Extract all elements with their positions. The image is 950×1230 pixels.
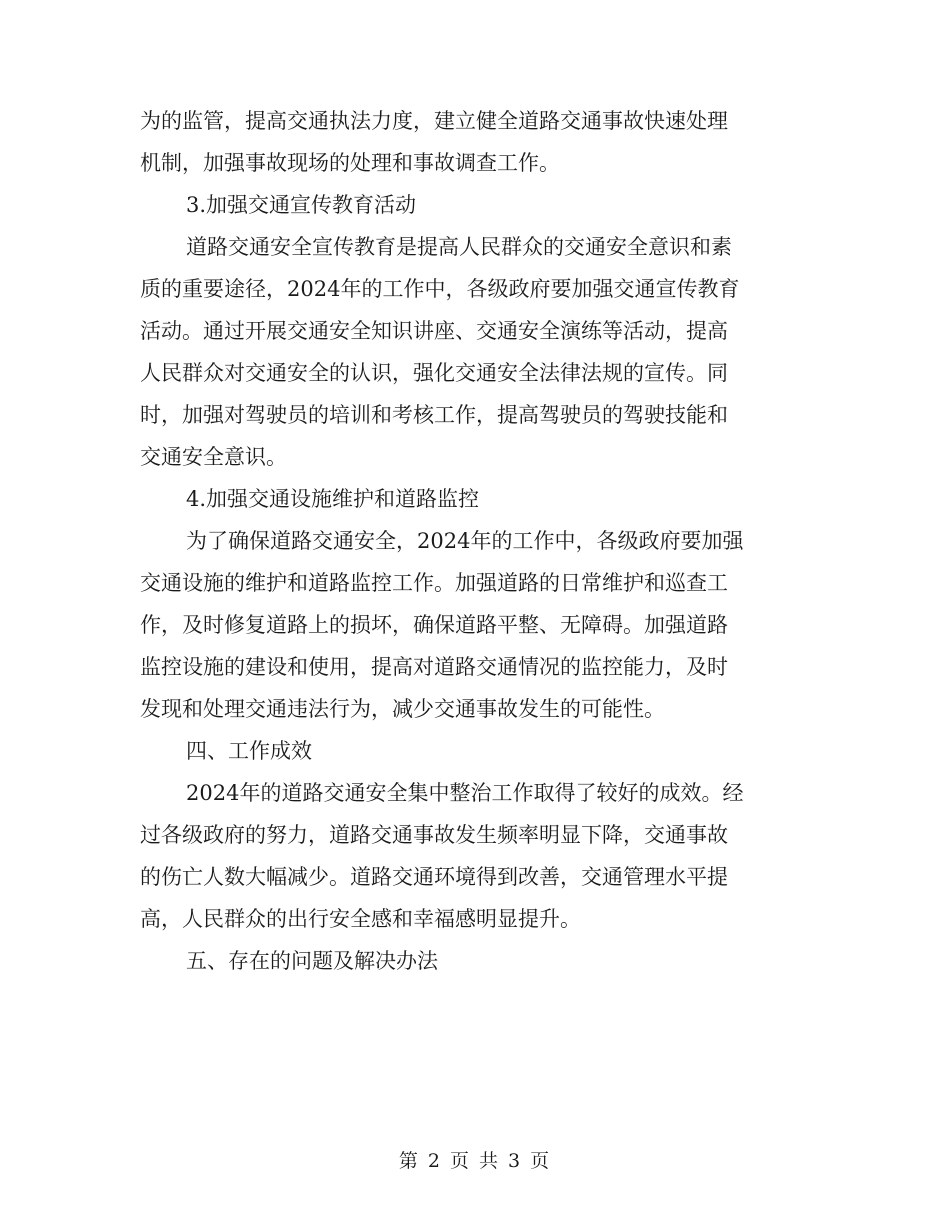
paragraph-line: 人民群众对交通安全的认识，强化交通安全法律法规的宣传。同 [140,361,728,385]
section-heading: 3.加强交通宣传教育活动 [186,193,417,217]
paragraph-line: 2024年的道路交通安全集中整治工作取得了较好的成效。经 [186,781,744,805]
section-heading: 4.加强交通设施维护和道路监控 [186,487,480,511]
paragraph-line: 的伤亡人数大幅减少。道路交通环境得到改善，交通管理水平提 [140,865,728,889]
paragraph-line: 高，人民群众的出行安全感和幸福感明显提升。 [140,907,581,931]
page-number-footer: 第 2 页 共 3 页 [398,1150,552,1172]
paragraph-line: 道路交通安全宣传教育是提高人民群众的交通安全意识和素 [186,235,732,259]
paragraph-line: 为了确保道路交通安全，2024年的工作中，各级政府要加强 [186,529,744,553]
paragraph-line: 发现和处理交通违法行为，减少交通事故发生的可能性。 [140,697,665,721]
paragraph-line: 活动。通过开展交通安全知识讲座、交通安全演练等活动，提高 [140,319,728,343]
paragraph-line: 质的重要途径，2024年的工作中，各级政府要加强交通宣传教育 [140,277,740,301]
paragraph-line: 交通安全意识。 [140,445,287,469]
paragraph-line: 作，及时修复道路上的损坏，确保道路平整、无障碍。加强道路 [140,613,728,637]
paragraph-line: 监控设施的建设和使用，提高对道路交通情况的监控能力，及时 [140,655,728,679]
paragraph-line: 时，加强对驾驶员的培训和考核工作，提高驾驶员的驾驶技能和 [140,403,728,427]
paragraph-line: 机制，加强事故现场的处理和事故调查工作。 [140,151,560,175]
paragraph-line: 为的监管，提高交通执法力度，建立健全道路交通事故快速处理 [140,109,728,133]
section-heading: 四、工作成效 [186,739,312,763]
paragraph-line: 过各级政府的努力，道路交通事故发生频率明显下降，交通事故 [140,823,728,847]
document-body [140,100,802,982]
paragraph-line: 交通设施的维护和道路监控工作。加强道路的日常维护和巡查工 [140,571,728,595]
section-heading: 五、存在的问题及解决办法 [186,949,438,973]
